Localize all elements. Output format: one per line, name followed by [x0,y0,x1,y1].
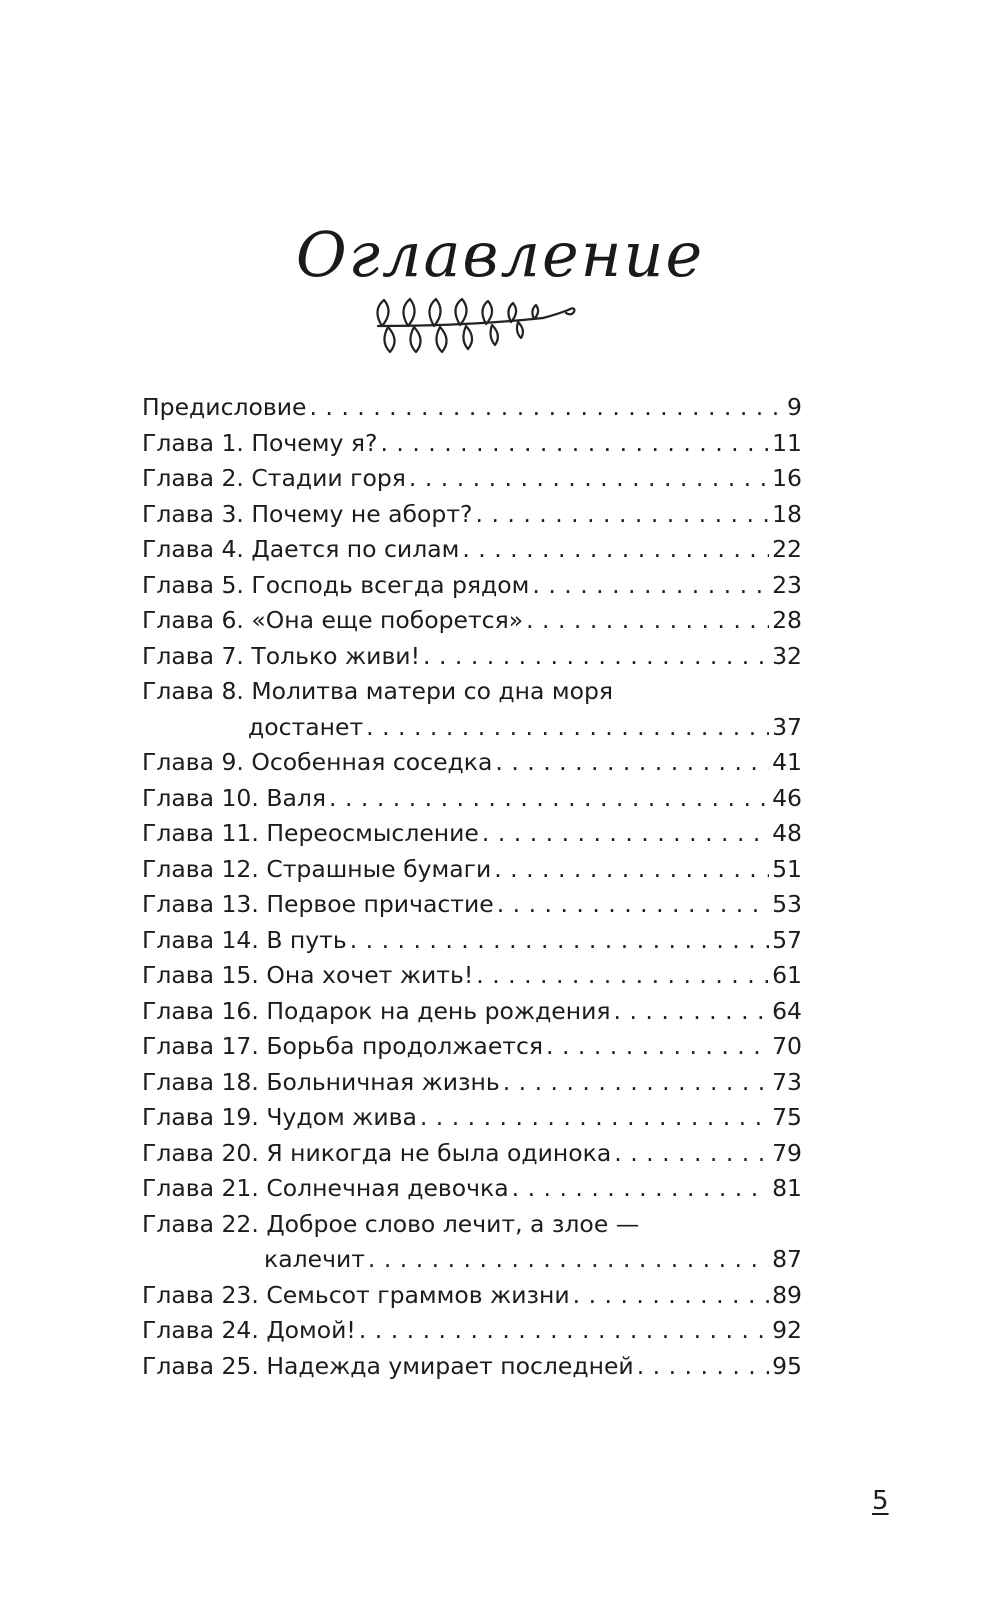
toc-entry [142,426,802,462]
toc-entry-page: 32 [772,641,802,670]
dot-leader [359,1313,769,1349]
toc-entry [142,461,802,497]
toc-entry-page: 70 [772,1032,802,1060]
toc-entry-label: калечит [264,1245,365,1273]
toc-entry [142,497,802,533]
toc-entry [142,568,802,604]
dot-leader [614,994,770,1030]
toc-entry-label: Глава 19. Чудом жива [142,1103,417,1131]
toc-entry [142,1349,802,1385]
dot-leader [637,1349,769,1385]
dot-leader [495,745,769,781]
toc-entry-page: 11 [772,428,802,457]
toc-entry [142,781,802,817]
dot-leader [546,1029,769,1065]
toc-entry-page: 64 [772,996,802,1025]
dot-leader [476,497,770,533]
toc-entry-page: 16 [772,464,802,492]
toc-entry-label: Глава 25. Надежда умирает последней [142,1351,634,1380]
toc-entry-page: 28 [772,606,802,634]
dot-leader [462,532,769,568]
toc-entry-page: 48 [772,819,802,847]
toc-entry-continuation [142,710,802,746]
dot-leader [329,781,769,817]
toc-entry-page: 81 [772,1174,802,1202]
toc-entry-label: Глава 13. Первое причастие [142,890,494,918]
toc-entry-page: 9 [787,393,802,421]
toc-entry-label: достанет [248,712,364,741]
dot-leader [366,710,769,746]
toc-entry-page: 53 [772,890,802,918]
dot-leader [503,1065,769,1101]
dot-leader [512,1171,769,1207]
dot-leader [476,958,769,994]
table-of-contents [142,390,802,1384]
page-number: 5 [872,1486,889,1516]
dot-leader [614,1136,769,1172]
toc-entry-label: Глава 15. Она хочет жить! [142,961,474,989]
toc-entry [142,1065,802,1101]
toc-entry-label: Глава 22. Доброе слово лечит, а злое — [142,1209,640,1238]
toc-entry-label: Глава 21. Солнечная девочка [142,1174,509,1202]
dot-leader [350,923,769,959]
toc-entry [142,1278,802,1314]
toc-entry [142,923,802,959]
toc-entry-page: 61 [772,961,802,989]
toc-entry-page: 46 [772,783,802,812]
toc-entry-page: 18 [772,499,802,528]
toc-entry [142,674,802,710]
toc-entry-label: Глава 10. Валя [142,783,326,812]
toc-entry-label: Глава 16. Подарок на день рождения [142,996,611,1025]
toc-entry [142,1029,802,1065]
toc-entry [142,1136,802,1172]
dot-leader [482,816,769,852]
toc-entry [142,887,802,923]
toc-entry [142,852,802,888]
toc-entry-label: Глава 23. Семьсот граммов жизни [142,1280,570,1309]
dot-leader [497,887,769,923]
toc-entry-label: Предисловие [142,393,307,421]
toc-entry-label: Глава 20. Я никогда не была одинока [142,1138,612,1167]
toc-entry [142,1171,802,1207]
toc-entry [142,639,802,675]
toc-entry-label: Глава 24. Домой! [142,1316,356,1344]
dot-leader [409,461,769,497]
toc-entry-page: 92 [772,1316,802,1344]
dot-leader [380,426,769,462]
dot-leader [309,390,784,426]
toc-entry-page: 79 [772,1138,802,1167]
dot-leader [526,603,769,639]
toc-entry-label: Глава 8. Молитва матери со дна моря [142,677,614,705]
toc-entry-page: 75 [772,1103,802,1131]
toc-entry-label: Глава 12. Страшные бумаги [142,854,492,883]
toc-entry-label: Глава 4. Дается по силам [142,535,460,563]
toc-entry-page: 23 [772,570,802,599]
toc-entry [142,390,802,426]
toc-entry [142,958,802,994]
toc-entry-label: Глава 18. Больничная жизнь [142,1067,500,1096]
toc-entry-page: 37 [772,712,802,741]
toc-entry-label: Глава 11. Переосмысление [142,819,479,847]
toc-entry [142,532,802,568]
toc-entry [142,1207,802,1243]
toc-entry-label: Глава 7. Только живи! [142,641,420,670]
toc-entry-page: 73 [772,1067,802,1096]
toc-entry-label: Глава 3. Почему не аборт? [142,499,473,528]
toc-entry [142,745,802,781]
toc-entry [142,603,802,639]
dot-leader [423,639,769,675]
toc-entry-page: 51 [772,854,802,883]
toc-entry-label: Глава 2. Стадии горя [142,464,406,492]
toc-entry-page: 57 [772,925,802,954]
toc-entry-label: Глава 5. Господь всегда рядом [142,570,530,599]
dot-leader [573,1278,769,1314]
toc-entry [142,1100,802,1136]
dot-leader [494,852,769,888]
toc-entry [142,994,802,1030]
dot-leader [420,1100,769,1136]
toc-entry-label: Глава 14. В путь [142,925,347,954]
dot-leader [368,1242,769,1278]
toc-entry-page: 89 [772,1280,802,1309]
toc-entry-label: Глава 6. «Она еще поборется» [142,606,524,634]
toc-entry-page: 87 [772,1245,802,1273]
toc-entry [142,1313,802,1349]
dot-leader [532,568,769,604]
toc-entry [142,816,802,852]
toc-entry-label: Глава 9. Особенная соседка [142,748,493,776]
toc-entry-continuation [142,1242,802,1278]
page-title: Оглавление [295,218,705,291]
toc-entry-page: 41 [772,748,802,776]
toc-entry-page: 95 [772,1351,802,1380]
leaf-branch-icon [368,296,588,356]
toc-entry-label: Глава 1. Почему я? [142,428,378,457]
toc-entry-page: 22 [772,535,802,563]
toc-entry-label: Глава 17. Борьба продолжается [142,1032,544,1060]
